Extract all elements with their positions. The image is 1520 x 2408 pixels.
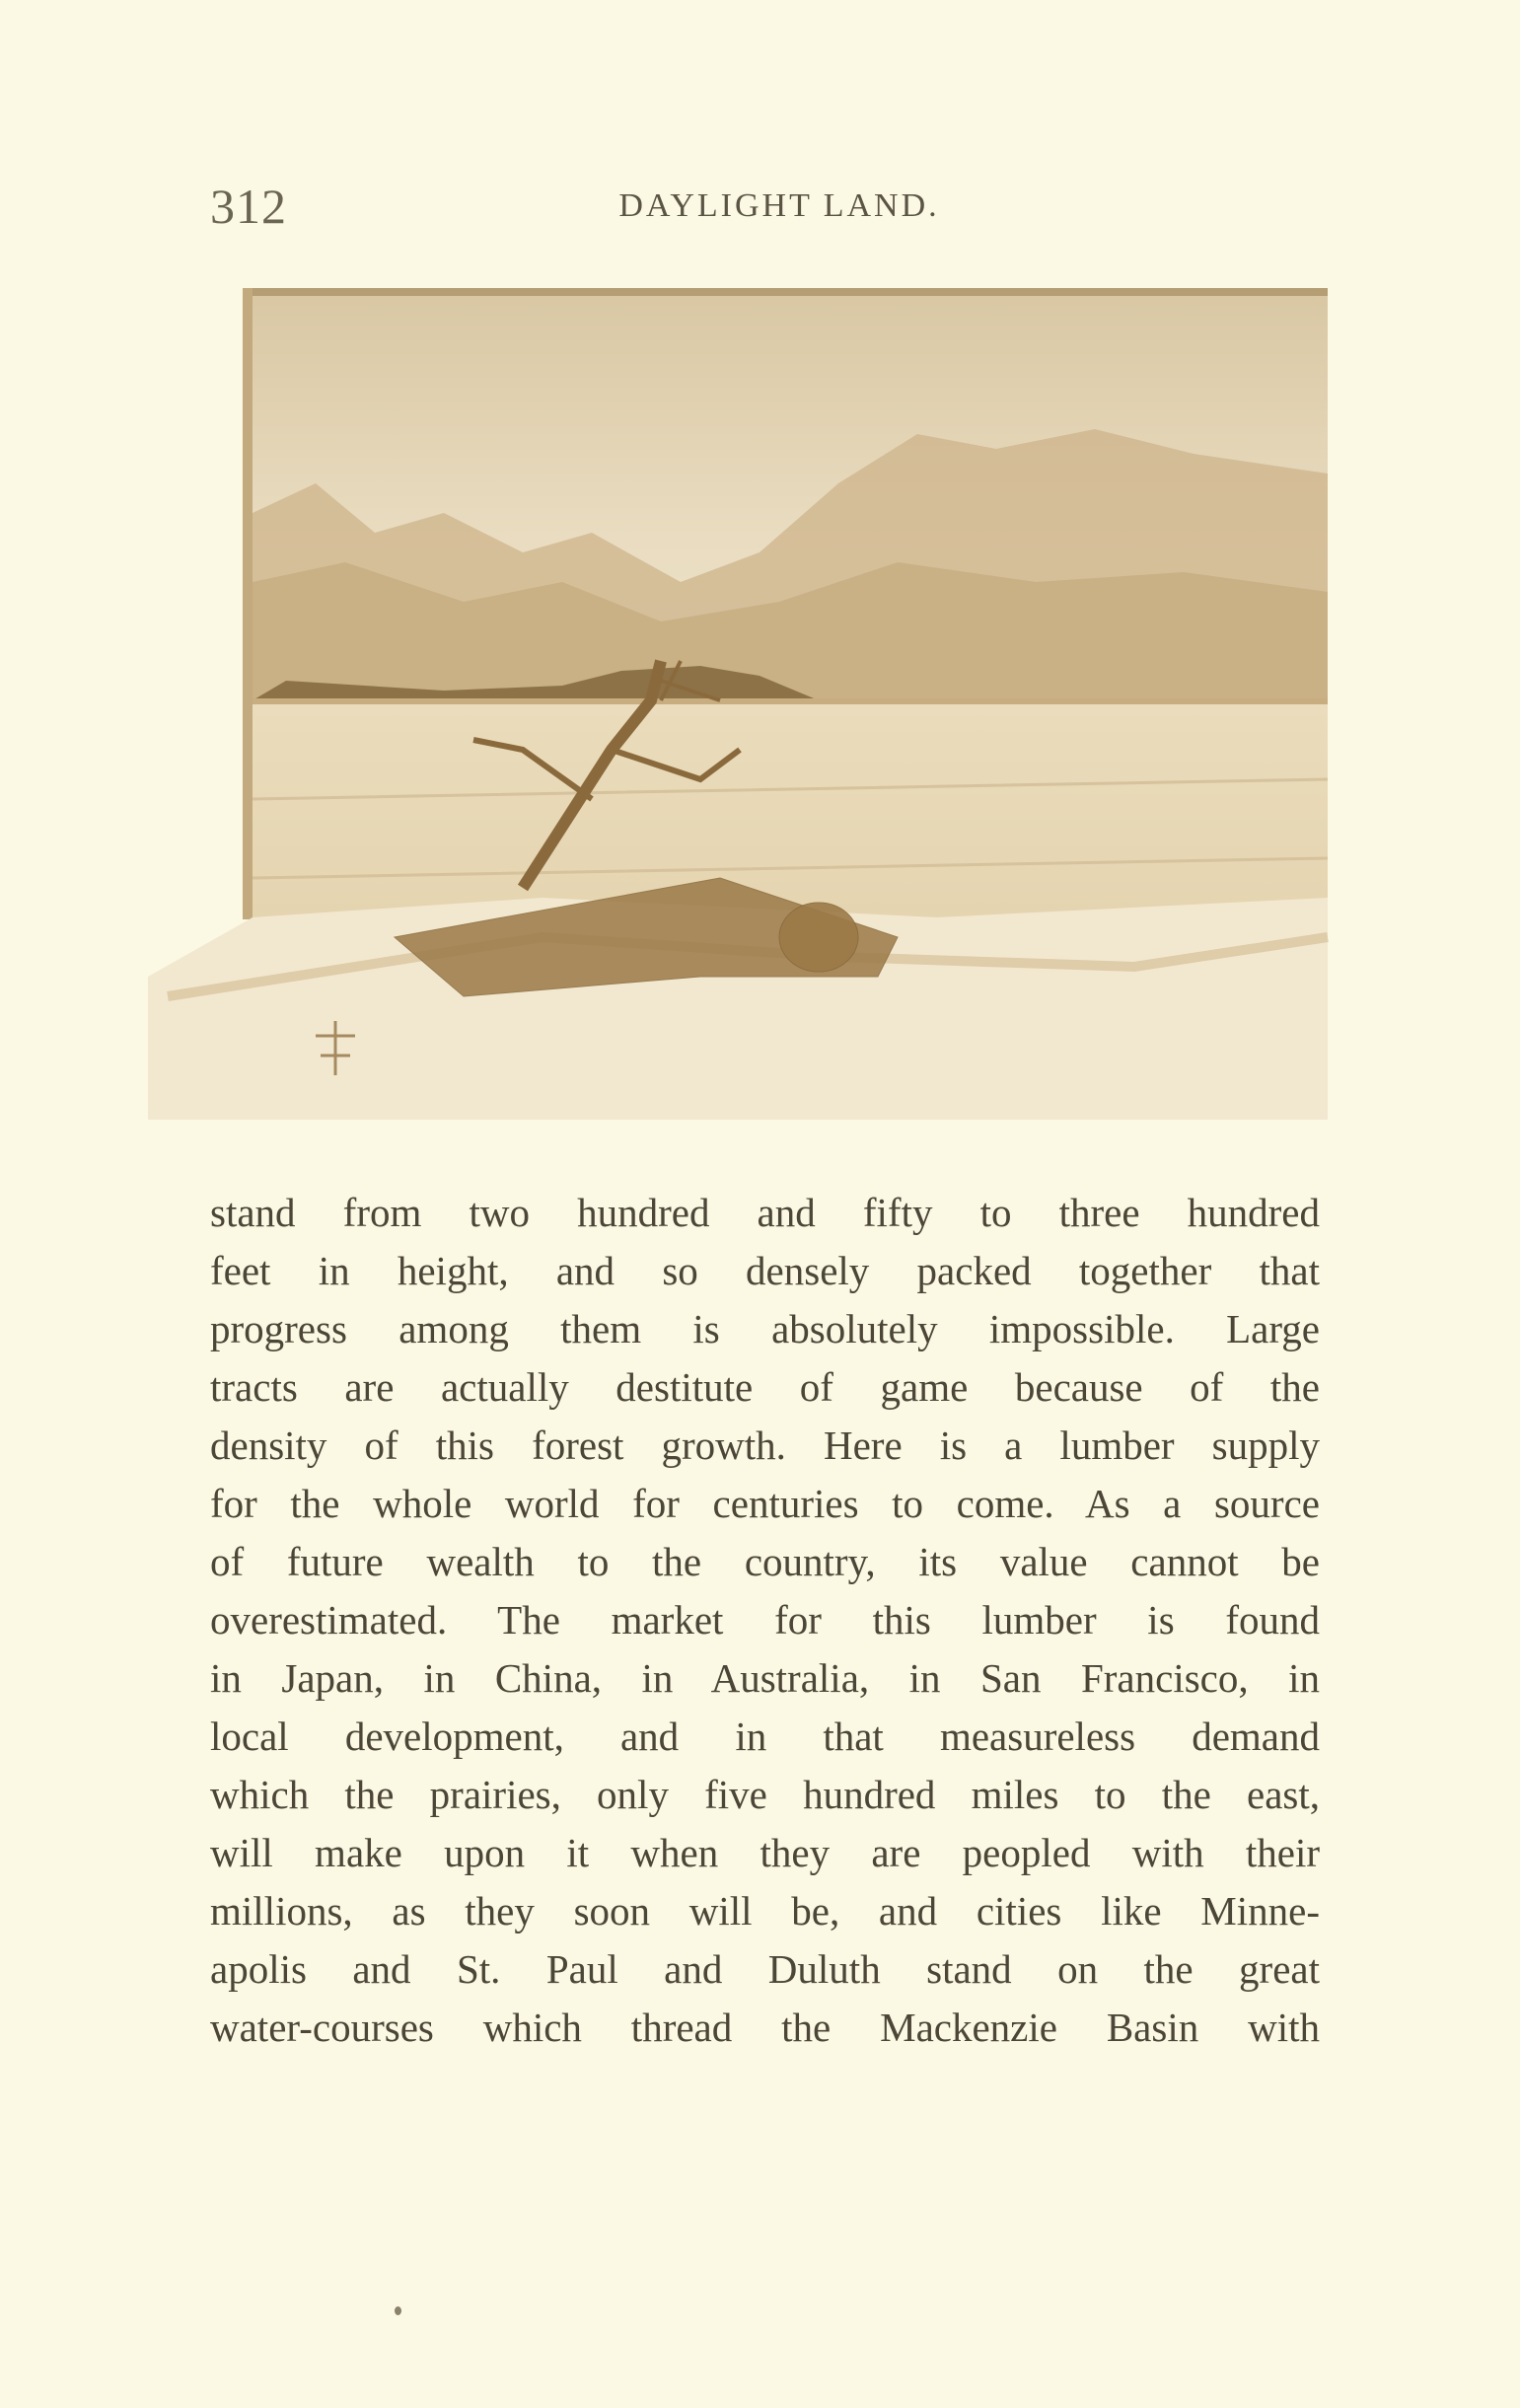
text-line: in Japan, in China, in Australia, in San Francisco, in xyxy=(210,1655,1320,1701)
text-line: overestimated. The market for this lumber is found xyxy=(210,1597,1320,1642)
text-line: tracts are actually destitute of game because of the xyxy=(210,1364,1320,1410)
running-title: DAYLIGHT LAND. xyxy=(618,187,940,224)
text-line: local development, and in that measureless demand xyxy=(210,1714,1320,1759)
text-line: density of this forest growth. Here is a lumber supply xyxy=(210,1423,1320,1468)
text-line: which the prairies, only five hundred miles to the east, xyxy=(210,1772,1320,1817)
text-line: millions, as they soon will be, and cities like Minne- xyxy=(210,1888,1320,1934)
text-line: water-courses which thread the Mackenzie Basin with xyxy=(210,2005,1320,2050)
lake-illustration xyxy=(148,286,1341,1120)
text-line: stand from two hundred and fifty to three hundred xyxy=(210,1190,1320,1235)
text-line: feet in height, and so densely packed together that xyxy=(210,1248,1320,1293)
page-number: 312 xyxy=(210,179,287,234)
text-line: apolis and St. Paul and Duluth stand on the great xyxy=(210,1946,1320,1992)
text-line: progress among them is absolutely impossible. Large xyxy=(210,1306,1320,1351)
text-line: of future wealth to the country, its value cannot be xyxy=(210,1539,1320,1584)
text-line: for the whole world for centuries to come. As a source xyxy=(210,1481,1320,1526)
body-text xyxy=(210,1184,1320,2057)
text-line: will make upon it when they are peopled with their xyxy=(210,1830,1320,1875)
ink-speck xyxy=(395,2306,401,2315)
